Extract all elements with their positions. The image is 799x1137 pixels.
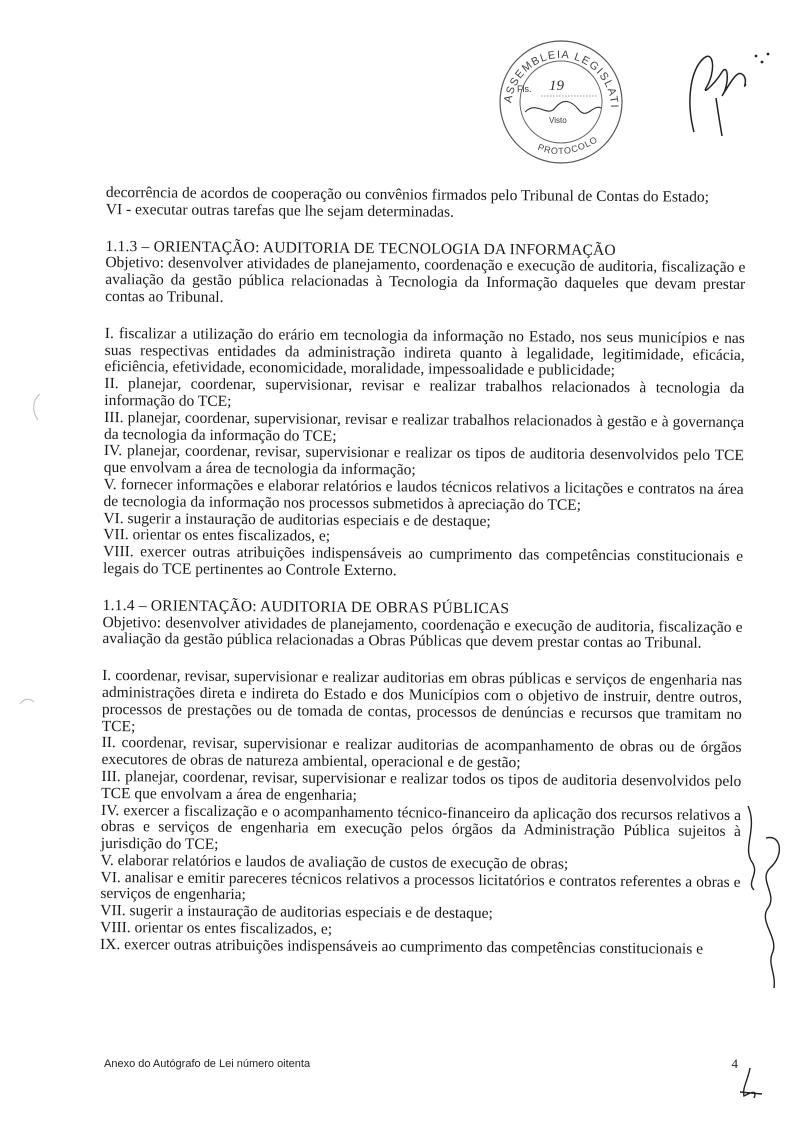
list-item: I. coordenar, revisar, supervisionar e realizar auditorias em obras públicas e serviços de engenharia nas administrações direta e indireta do Estado e dos Municípios com o objetivo de instruir, dentre outros, processos de prestações ou de tomada de contas, processos de denúncias e recursos que tramitam no TCE; [101, 667, 743, 735]
stamp-fls-label: Fls. [517, 84, 532, 94]
svg-text:PROTOCOLO [536, 134, 599, 156]
footer-caption: Anexo do Autógrafo de Lei número oitenta [104, 1058, 311, 1070]
page-number: 4 [731, 1056, 738, 1071]
list-item: VII. sugerir a instauração de auditorias especiais e de destaque; [100, 902, 493, 923]
list-item: III. planejar, coordenar, supervisionar, revisar e realizar trabalhos relacionados à gestão e à governança da tecnologia da informação do TCE; [103, 408, 745, 445]
list-item: VIII. orientar os entes fiscalizados, e; [100, 919, 333, 938]
section-114-heading: 1.1.4 – ORIENTAÇÃO: AUDITORIA DE OBRAS PÚBLICAS [102, 596, 510, 617]
scan-edge-mark [18, 694, 36, 708]
stamp-visto-label: Visto [549, 116, 567, 125]
intro-line: VI - executar outras tarefas que lhe sejam determinadas. [105, 200, 455, 221]
page-footer [104, 1058, 744, 1070]
list-item: II. planejar, coordenar, supervisionar, revisar e realizar trabalhos relacionados à tecnologia da informação do TCE; [104, 375, 745, 410]
list-item: IX. exercer outras atribuições indispensáveis ao cumprimento das competências constitucionais e [99, 935, 704, 958]
intro-line: decorrência de acordos de cooperação ou convênios firmados pelo Tribunal de Contas do Estado; [105, 184, 710, 206]
list-item: VIII. exercer outras atribuições indispensáveis ao cumprimento das competências constitucionais e legais do TCE pertinentes ao Controle Externo. [102, 543, 744, 580]
margin-initials [738, 798, 788, 998]
document-body [100, 185, 746, 959]
stamp-initials [525, 101, 601, 113]
list-item: IV. exercer a fiscalização e o acompanhamento técnico-financeiro da aplicação dos recursos relativos a obras e serviços de engenharia em execução pelos órgãos da Administração Pública sujeitos à jurisdição do TCE; [100, 801, 742, 853]
stamp-ring [497, 38, 625, 166]
list-item: IV. planejar, coordenar, revisar, supervisionar e realizar os tipos de auditoria desenvolvidos pelo TCE que envolvam a área de tecnologia da informação; [103, 442, 744, 479]
section-113-objective: Objetivo: desenvolver atividades de planejamento, coordenação e execução de auditoria, fiscalização e avaliação da gestão pública relacionadas à Tecnologia da Informação daqueles que devam prestar contas ao Tribunal. [105, 254, 746, 306]
stamp-fls-number: 19 [549, 78, 564, 94]
signature-top [672, 32, 782, 142]
list-item: VII. orientar os entes fiscalizados, e; [103, 526, 331, 546]
scan-edge-mark [28, 392, 42, 422]
stamp-arc-text: ASSEMBLEIA LEGISLATI [502, 48, 621, 110]
list-item: V. fornecer informações e elaborar relatórios e laudos técnicos relativos a licitações e contratos na área de tecnologia da informação nos processos submetidos à apreciação do TCE; [103, 475, 744, 514]
list-item: I. fiscalizar a utilização do erário em tecnologia da informação no Estado, nos seus municípios e nas suas respectivas entidades da administração indireta quanto à legalidade, legitimidade, eficácia, eficiência, efetividade, economicidade, moralidade, impessoalidade e publicidade; [104, 324, 745, 380]
footer-initial [736, 1064, 766, 1104]
list-item: III. planejar, coordenar, revisar, supervisionar e realizar todos os tipos de auditoria desenvolvidos pelo TCE que envolvam a área de engenharia; [101, 767, 742, 804]
protocol-stamp [497, 38, 625, 166]
section-113-heading: 1.1.3 – ORIENTAÇÃO: AUDITORIA DE TECNOLOGIA DA INFORMAÇÃO [105, 237, 616, 259]
list-item: VI. analisar e emitir pareceres técnicos relativos a processos licitatórios e contratos referentes a obras e serviços de engenharia; [100, 868, 741, 904]
section-114-objective: Objetivo: desenvolver atividades de planejamento, coordenação e execução de auditoria, fiscalização e avaliação da gestão pública relacionadas a Obras Públicas que devem prestar contas ao Tribunal. [102, 613, 743, 653]
list-item: V. elaborar relatórios e laudos de avaliação de custos de execução de obras; [100, 851, 569, 873]
list-item: II. coordenar, revisar, supervisionar e realizar auditorias de acompanhamento de obras ou de órgãos executores de obras de natureza ambiental, operacional e de gestão; [101, 734, 742, 772]
list-item: VI. sugerir a instauração de auditorias especiais e de destaque; [103, 509, 491, 530]
stamp-bottom-text: PROTOCOLO [536, 134, 600, 157]
